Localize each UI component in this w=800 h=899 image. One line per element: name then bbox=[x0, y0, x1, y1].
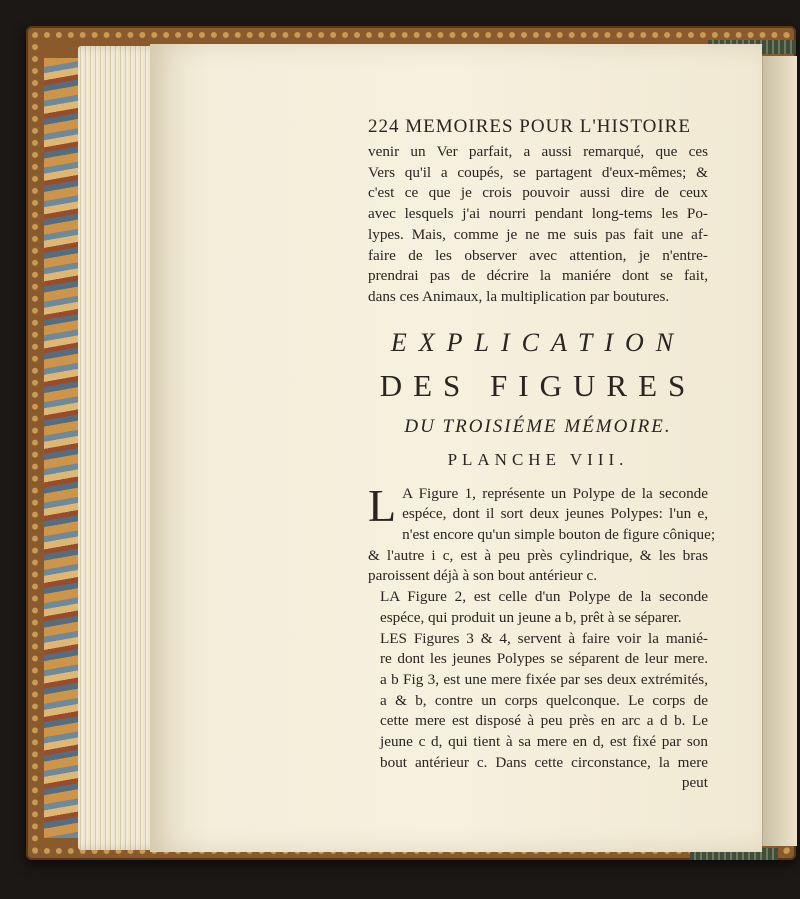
drop-cap: L bbox=[368, 479, 397, 531]
text-line: avec lesquels j'ai nourri pendant long-tems les Po- bbox=[368, 205, 708, 223]
text-line: re dont les jeunes Polypes se séparent de leur mere. bbox=[380, 650, 708, 668]
text-line: lypes. Mais, comme je ne me suis pas fait une af- bbox=[368, 225, 708, 243]
text-line: c'est ce que je crois pouvoir aussi dire de ceux bbox=[368, 184, 708, 202]
running-head: 224 MEMOIRES POUR L'HISTOIRE bbox=[368, 116, 691, 137]
text-line: & l'autre i c, est à peu près cylindrique, & les bras bbox=[368, 546, 708, 564]
text-line: Vers qu'il a coupés, se partagent d'eux-mêmes; & bbox=[368, 163, 708, 181]
text-line: espéce, qui produit un jeune a b, prêt à se séparer. bbox=[380, 608, 682, 626]
text-line: jeune c d, qui tient à sa mere en d, est fixé par son bbox=[380, 733, 708, 751]
text-line: n'est encore qu'un simple bouton de figure cônique; bbox=[402, 526, 716, 544]
text-line: dans ces Animaux, la multiplication par boutures. bbox=[368, 287, 670, 305]
text-line: a & b, contre un corps quelconque. Le corps de bbox=[380, 691, 708, 709]
text-line: a b Fig 3, est une mere fixée par ses deux extrémités, bbox=[380, 670, 708, 688]
text-line: LA Figure 2, est celle d'un Polype de la seconde bbox=[380, 588, 708, 606]
text-line: A Figure 1, représente un Polype de la seconde bbox=[402, 484, 708, 502]
marbled-endpaper bbox=[44, 58, 80, 838]
text-line: LES Figures 3 & 4, servent à faire voir la manié- bbox=[380, 629, 708, 647]
text-line: faire de les observer avec attention, je n'entre- bbox=[368, 246, 708, 264]
text-line: bout antérieur c. Dans cette circonstance, la mere bbox=[380, 753, 708, 771]
text-line: venir un Ver parfait, a aussi remarqué, que ces bbox=[368, 143, 708, 160]
title-planche: PLANCHE VIII. bbox=[447, 449, 629, 469]
page-text bbox=[368, 116, 716, 794]
title-explication: EXPLICATION bbox=[390, 327, 686, 357]
text-line: prendrai pas de décrire la maniére dont se fait, bbox=[368, 267, 708, 285]
text-line: espéce, dont il sort deux jeunes Polypes: l'un e, bbox=[402, 505, 708, 523]
facing-page-edge bbox=[762, 56, 797, 846]
title-figures: DES FIGURES bbox=[379, 367, 697, 403]
text-line: paroissent déjà à son bout antérieur c. bbox=[368, 567, 597, 585]
figure1-paragraph bbox=[368, 479, 716, 588]
intro-paragraph bbox=[368, 142, 708, 308]
title-memoire: DU TROISIÉME MÉMOIRE. bbox=[404, 415, 672, 437]
text-line: cette mere est disposé à peu près en arc a d b. Le bbox=[380, 712, 708, 730]
figure3-paragraph bbox=[368, 629, 708, 795]
catchword: peut bbox=[681, 774, 708, 792]
figure2-paragraph bbox=[368, 587, 708, 628]
